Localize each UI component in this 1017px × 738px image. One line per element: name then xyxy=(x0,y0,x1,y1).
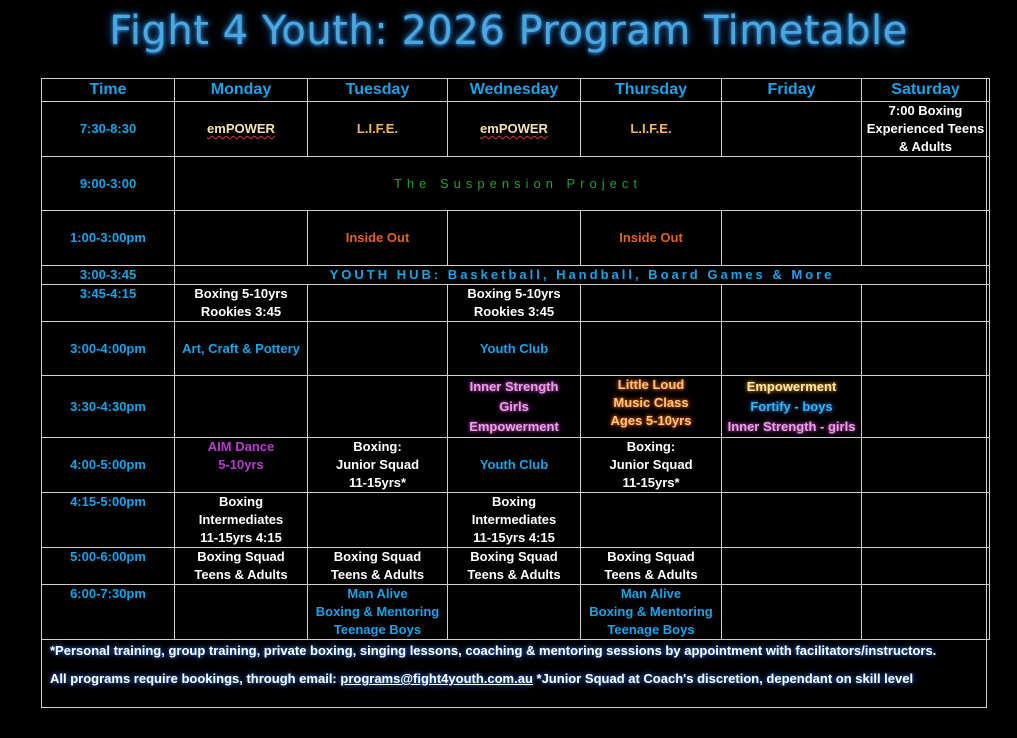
program-line: Teenage Boys xyxy=(607,622,695,637)
table-row xyxy=(42,585,990,640)
time-cell: 3:00-3:45 xyxy=(42,266,175,285)
cell-monday xyxy=(175,211,308,266)
cell-saturday xyxy=(862,585,990,640)
program-line: 11-15yrs 4:15 xyxy=(473,530,555,545)
table-row xyxy=(42,157,990,211)
cell-thursday xyxy=(581,548,722,585)
cell-thursday xyxy=(581,322,722,376)
cell-saturday xyxy=(862,493,990,548)
cell-wednesday xyxy=(448,585,581,640)
header-thursday: Thursday xyxy=(581,79,722,102)
cell-wednesday xyxy=(448,493,581,548)
page-title: Fight 4 Youth: 2026 Program Timetable xyxy=(109,8,908,54)
program-line: Intermediates xyxy=(471,512,557,527)
program-line: Junior Squad xyxy=(335,457,420,472)
cell-monday xyxy=(175,376,308,438)
cell-monday xyxy=(175,493,308,548)
cell-thursday xyxy=(581,211,722,266)
cell-tuesday xyxy=(308,585,448,640)
program-line: Boxing Squad xyxy=(607,549,695,564)
program-line: Teenage Boys xyxy=(333,622,422,637)
timetable xyxy=(41,78,990,640)
cell-friday xyxy=(722,438,862,493)
time-cell: 7:30-8:30 xyxy=(42,102,175,157)
program-line: Fortify - boys xyxy=(750,398,833,414)
header-tuesday: Tuesday xyxy=(308,79,448,102)
email-link[interactable]: programs@fight4youth.com.au xyxy=(340,671,533,686)
table-row xyxy=(42,102,990,157)
cell-monday xyxy=(175,438,308,493)
program-line: 11-15yrs* xyxy=(622,475,680,490)
cell-saturday xyxy=(862,211,990,266)
program-line: Rookies 3:45 xyxy=(473,304,555,319)
cell-saturday xyxy=(862,322,990,376)
footer-junior-note: *Junior Squad at Coach's discretion, dependant on skill level xyxy=(532,671,914,686)
table-row xyxy=(42,493,990,548)
footer-notes xyxy=(50,641,980,697)
program-line: Man Alive xyxy=(620,586,682,601)
cell-saturday xyxy=(862,548,990,585)
cell-wednesday: Youth Club xyxy=(448,438,581,493)
cell-saturday xyxy=(862,438,990,493)
program-line: Teens & Adults xyxy=(194,567,288,582)
program-life: L.I.F.E. xyxy=(356,121,399,136)
program-line: Little Loud xyxy=(617,377,685,392)
footer-note-appointments: *Personal training, group training, private boxing, singing lessons, coaching & mentoring sessions by appointment with facilitators/instructors. xyxy=(50,643,937,658)
table-row xyxy=(42,438,990,493)
cell-friday xyxy=(722,493,862,548)
cell-friday xyxy=(722,376,862,438)
program-suspension: The Suspension Project xyxy=(393,175,643,191)
header-wednesday: Wednesday xyxy=(448,79,581,102)
cell-thursday xyxy=(581,585,722,640)
cell-thursday xyxy=(581,285,722,322)
cell-friday xyxy=(722,585,862,640)
footer-note-bookings xyxy=(50,669,980,697)
program-empower: emPOWER xyxy=(480,121,548,136)
program-line: Teens & Adults xyxy=(604,567,698,582)
header-monday: Monday xyxy=(175,79,308,102)
program-line: Ages 5-10yrs xyxy=(610,413,692,428)
cell-friday xyxy=(722,285,862,322)
program-line: Boxing & Mentoring xyxy=(589,604,713,619)
cell-saturday xyxy=(862,157,990,211)
cell-monday xyxy=(175,548,308,585)
table-row xyxy=(42,322,990,376)
cell-tuesday xyxy=(308,493,448,548)
program-line: Boxing Squad xyxy=(333,549,422,564)
program-line: AIM Dance xyxy=(207,439,275,454)
program-line: Man Alive xyxy=(347,586,408,601)
header-friday: Friday xyxy=(722,79,862,102)
program-line: Experienced Teens xyxy=(866,121,985,136)
time-cell: 5:00-6:00pm xyxy=(42,548,175,585)
cell-saturday xyxy=(862,285,990,322)
cell-span-all xyxy=(175,266,990,285)
cell-tuesday xyxy=(308,102,448,157)
time-cell: 3:45-4:15 xyxy=(42,285,175,322)
cell-friday xyxy=(722,322,862,376)
program-line: Teens & Adults xyxy=(330,567,425,582)
program-line: Boxing: xyxy=(353,439,402,454)
time-cell: 4:15-5:00pm xyxy=(42,493,175,548)
cell-tuesday xyxy=(308,548,448,585)
program-empower: emPOWER xyxy=(207,121,275,136)
time-cell: 3:00-4:00pm xyxy=(42,322,175,376)
program-line: Intermediates xyxy=(198,512,284,527)
time-cell: 9:00-3:00 xyxy=(42,157,175,211)
table-row xyxy=(42,548,990,585)
cell-span-weekdays xyxy=(175,157,862,211)
cell-wednesday xyxy=(448,102,581,157)
cell-tuesday xyxy=(308,211,448,266)
cell-monday xyxy=(175,585,308,640)
header-time: Time xyxy=(42,79,175,102)
program-line: Boxing & Mentoring xyxy=(315,604,440,619)
program-inside-out: Inside Out xyxy=(619,230,683,245)
time-cell: 1:00-3:00pm xyxy=(42,211,175,266)
program-line: 7:00 Boxing xyxy=(888,103,963,118)
cell-saturday xyxy=(862,102,990,157)
program-line: & Adults xyxy=(899,139,952,154)
header-row xyxy=(42,79,990,102)
program-line: Junior Squad xyxy=(609,457,693,472)
cell-tuesday xyxy=(308,376,448,438)
cell-monday xyxy=(175,285,308,322)
cell-wednesday: Youth Club xyxy=(448,322,581,376)
cell-friday xyxy=(722,548,862,585)
program-line: Boxing 5-10yrs xyxy=(467,286,561,301)
cell-thursday xyxy=(581,493,722,548)
program-line: 11-15yrs* xyxy=(348,475,407,490)
program-line: Empowerment xyxy=(469,418,559,434)
program-inside-out: Inside Out xyxy=(345,230,410,245)
program-line: Boxing xyxy=(218,494,264,509)
program-line: Boxing: xyxy=(626,439,676,454)
footer-bookings-text: All programs require bookings, through email: xyxy=(50,671,341,686)
cell-monday: Art, Craft & Pottery xyxy=(175,322,308,376)
cell-thursday xyxy=(581,376,722,438)
program-youth-hub: YOUTH HUB: Basketball, Handball, Board Games & More xyxy=(329,267,835,282)
cell-monday xyxy=(175,102,308,157)
table-row xyxy=(42,266,990,285)
cell-saturday xyxy=(862,376,990,438)
program-line: Boxing Squad xyxy=(197,549,285,564)
table-row xyxy=(42,211,990,266)
program-life: L.I.F.E. xyxy=(630,121,672,136)
cell-tuesday xyxy=(308,322,448,376)
program-line: Empowerment xyxy=(746,378,837,394)
program-line: 11-15yrs 4:15 xyxy=(200,530,282,545)
cell-friday xyxy=(722,211,862,266)
cell-wednesday xyxy=(448,548,581,585)
table-row xyxy=(42,376,990,438)
cell-tuesday xyxy=(308,438,448,493)
cell-wednesday xyxy=(448,376,581,438)
cell-wednesday xyxy=(448,285,581,322)
program-line: 5-10yrs xyxy=(218,457,264,472)
program-line: Boxing Squad xyxy=(470,549,558,564)
cell-friday xyxy=(722,102,862,157)
program-line: Boxing xyxy=(491,494,537,509)
program-line: Boxing 5-10yrs xyxy=(194,286,288,301)
program-line: Music Class xyxy=(613,395,689,410)
cell-thursday xyxy=(581,102,722,157)
time-cell: 6:00-7:30pm xyxy=(42,585,175,640)
time-cell: 4:00-5:00pm xyxy=(42,438,175,493)
program-line: Inner Strength - girls xyxy=(727,418,856,434)
program-line: Inner Strength xyxy=(469,378,559,394)
program-line: Rookies 3:45 xyxy=(200,304,282,319)
header-saturday: Saturday xyxy=(862,79,990,102)
time-cell: 3:30-4:30pm xyxy=(42,376,175,438)
table-row xyxy=(42,285,990,322)
program-line: Girls xyxy=(499,398,529,414)
cell-wednesday xyxy=(448,211,581,266)
program-line: Teens & Adults xyxy=(467,567,561,582)
cell-tuesday xyxy=(308,285,448,322)
cell-thursday xyxy=(581,438,722,493)
